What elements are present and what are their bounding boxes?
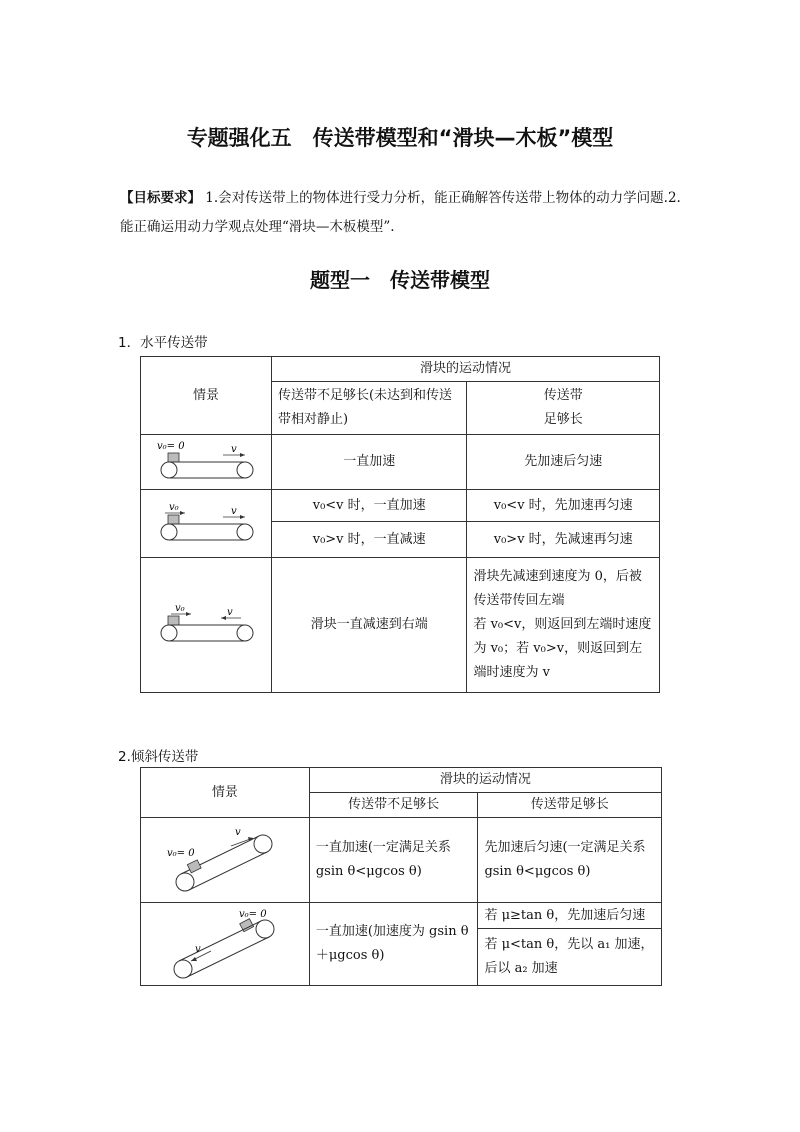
h2-v-label: v [230,505,237,517]
h-row3-long-line1: 滑块先减速到速度为 0，后被传送带传回左端 [473,569,642,608]
h-row1-scene [141,435,272,490]
h3-roller-right [237,625,253,641]
i-row2-scene [141,903,310,986]
i1-belt-bottom [189,852,267,890]
h1-roller-left [161,462,177,478]
h-row3-diagram [151,601,261,649]
h2-v0-arrow-head [180,511,185,515]
horizontal-table [140,356,660,693]
h-row3-short: 滑块一直减速到右端 [271,558,466,693]
i1-v-label: v [234,827,241,838]
i1-roller-top [254,835,272,853]
h-row2b-long: v₀>v 时，先减速再匀速 [467,522,660,558]
h2-block [168,515,179,524]
i1-v0-label: v₀= 0 [166,848,195,859]
h3-v-label: v [226,607,233,618]
h-row3-long [467,558,660,693]
i1-roller-bottom [176,873,194,891]
h2-v0-label: v₀ [168,501,179,513]
goals-paragraph [120,184,690,242]
h-row1-long: 先加速后匀速 [467,435,660,490]
h-header-motion: 滑块的运动情况 [271,357,659,382]
h-row1-short: 一直加速 [271,435,466,490]
i-header-long: 传送带足够长 [478,793,662,818]
i-row2b-long: 若 μ<tan θ，先以 a₁ 加速，后以 a₂ 加速 [478,929,662,986]
h1-arrow-head [240,453,245,457]
inclined-table [140,767,662,986]
page-title: 专题强化五 传送带模型和“滑块—木板”模型 [186,126,614,150]
i-header-short: 传送带不足够长 [309,793,478,818]
h3-v0-label: v₀ [174,603,185,614]
i-row1-long: 先加速后匀速(一定满足关系 gsin θ<μgcos θ) [478,818,662,903]
h-row2-scene [141,490,272,558]
i2-v-label: v [194,944,201,955]
h2-roller-right [237,524,253,540]
h-row2b-short: v₀>v 时，一直减速 [271,522,466,558]
h-row2a-long: v₀<v 时，先加速再匀速 [467,490,660,522]
h-row2a-short: v₀<v 时，一直加速 [271,490,466,522]
i1-block [187,860,201,873]
inclined-heading: 2.倾斜传送带 [118,749,199,765]
goals-text: 1.会对传送带上的物体进行受力分析，能正确解答传送带上物体的动力学问题.2.能正确运用动力学观点处理“滑块—木板模型”. [120,190,681,235]
i-row1-scene [141,818,310,903]
h-row2-diagram [151,500,261,548]
h3-arrow-head [221,616,226,620]
h3-v0-arrow-head [186,612,191,616]
i2-arrow-head [191,957,197,961]
h3-block [168,616,179,625]
i-header-scene: 情景 [141,768,310,818]
h3-roller-left [161,625,177,641]
h-header-long [467,382,660,435]
h-header-long-line1: 传送带 [543,388,583,403]
i-row2-short: 一直加速(加速度为 gsin θ＋μgcos θ) [309,903,478,986]
i2-roller-top [256,920,274,938]
goals-tag: 【目标要求】 [120,190,201,206]
i2-belt-top [179,921,261,961]
h-row1-diagram [151,438,261,486]
h-row3-scene [141,558,272,693]
i-row1-short: 一直加速(一定满足关系 gsin θ<μgcos θ) [309,818,478,903]
h1-v0-label: v₀= 0 [156,441,185,452]
i2-v0-label: v₀= 0 [238,909,267,920]
h-header-scene: 情景 [141,357,272,435]
h-header-short: 传送带不足够长(未达到和传送带相对静止) [271,382,466,435]
i-header-motion: 滑块的运动情况 [309,768,661,793]
h1-roller-right [237,462,253,478]
h1-block [168,453,179,462]
h-header-long-line2: 足够长 [543,412,583,427]
h-row3-long-line2: 若 v₀<v，则返回到左端时速度为 v₀；若 v₀>v，则返回到左端时速度为 v [473,617,652,680]
section-title: 题型一 传送带模型 [310,268,490,292]
h2-roller-left [161,524,177,540]
h2-arrow-head [240,515,245,519]
i2-roller-bottom [174,960,192,978]
i-row2a-long: 若 μ≥tan θ，先加速后匀速 [478,903,662,929]
h1-v-label: v [230,444,237,455]
horizontal-heading: 1．水平传送带 [118,335,208,351]
i-row1-diagram [165,824,285,896]
i-row2-diagram [165,905,285,983]
